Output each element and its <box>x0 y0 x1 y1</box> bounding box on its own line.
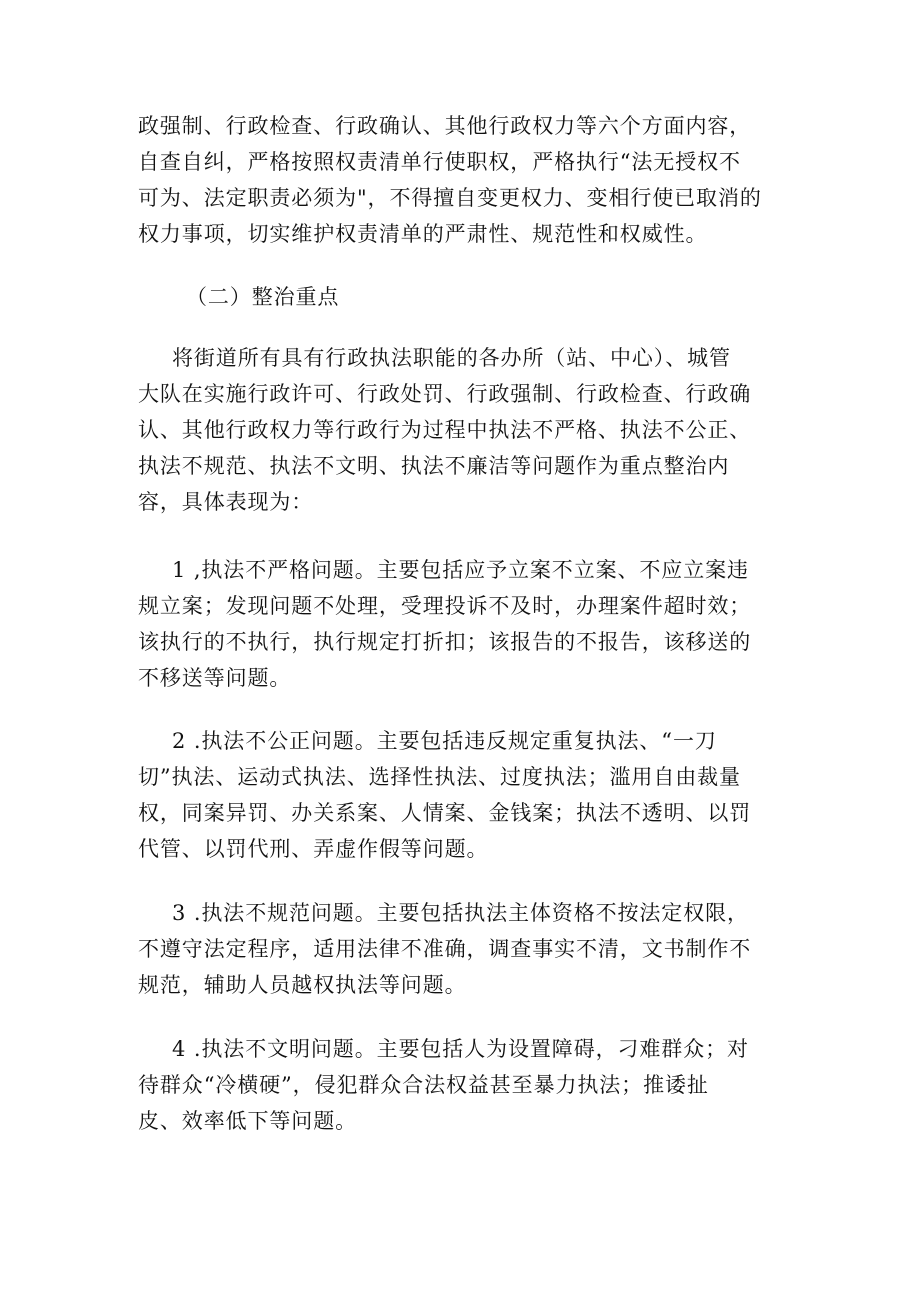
text-line: 自查自纠，严格按照权责清单行使职权，严格执行“法无授权不 <box>138 150 741 174</box>
text-line: 将街道所有具有行政执法职能的各办所（站、中心）、城管 <box>172 346 731 370</box>
text-line: 大队在实施行政许可、行政处罚、行政强制、行政检查、行政确 <box>138 382 752 406</box>
text-line: 权力事项，切实维护权责清单的严肃性、规范性和权威性。 <box>138 222 708 246</box>
text-line: 皮、效率低下等问题。 <box>138 1109 357 1133</box>
list-item-3 <box>138 895 790 1003</box>
text-line: 容，具体表现为： <box>138 490 314 514</box>
list-item-1 <box>138 552 790 696</box>
text-line: 4 .执法不文明问题。主要包括人为设置障碍，刁难群众；对 <box>172 1037 749 1061</box>
section-heading: （二）整治重点 <box>186 285 340 309</box>
list-item-2 <box>138 723 790 867</box>
text-line: 认、其他行政权力等行政行为过程中执法不严格、执法不公正、 <box>138 418 752 442</box>
text-line: 不移送等问题。 <box>138 666 292 690</box>
text-line: 1 ,执法不严格问题。主要包括应予立案不立案、不应立案违 <box>172 558 749 582</box>
text-line: 切”执法、运动式执法、选择性执法、过度执法；滥用自由裁量 <box>138 765 741 789</box>
paragraph-scope <box>138 340 790 520</box>
text-line: 规范，辅助人员越权执法等问题。 <box>138 973 467 997</box>
text-line: 权，同案异罚、办关系案、人情案、金钱案；执法不透明、以罚 <box>138 801 752 825</box>
text-line: 代管、以罚代刑、弄虚作假等问题。 <box>138 837 489 861</box>
text-line: 政强制、行政检查、行政确认、其他行政权力等六个方面内容， <box>138 114 752 138</box>
paragraph-intro <box>138 108 790 252</box>
text-line: 2 .执法不公正问题。主要包括违反规定重复执法、“一刀 <box>172 729 717 753</box>
text-line: 规立案；发现问题不处理，受理投诉不及时，办理案件超时效； <box>138 594 752 618</box>
text-line: 3 .执法不规范问题。主要包括执法主体资格不按法定权限， <box>172 901 749 925</box>
text-line: 可为、法定职责必须为"，不得擅自变更权力、变相行使已取消的 <box>138 186 762 210</box>
text-line: 待群众“冷横硬”，侵犯群众合法权益甚至暴力执法；推诿扯 <box>138 1073 709 1097</box>
text-line: 不遵守法定程序，适用法律不准确，调查事实不清，文书制作不 <box>138 937 752 961</box>
text-line: 该执行的不执行，执行规定打折扣；该报告的不报告，该移送的 <box>138 630 752 654</box>
list-item-4 <box>138 1031 790 1139</box>
text-line: 执法不规范、执法不文明、执法不廉洁等问题作为重点整治内 <box>138 454 730 478</box>
